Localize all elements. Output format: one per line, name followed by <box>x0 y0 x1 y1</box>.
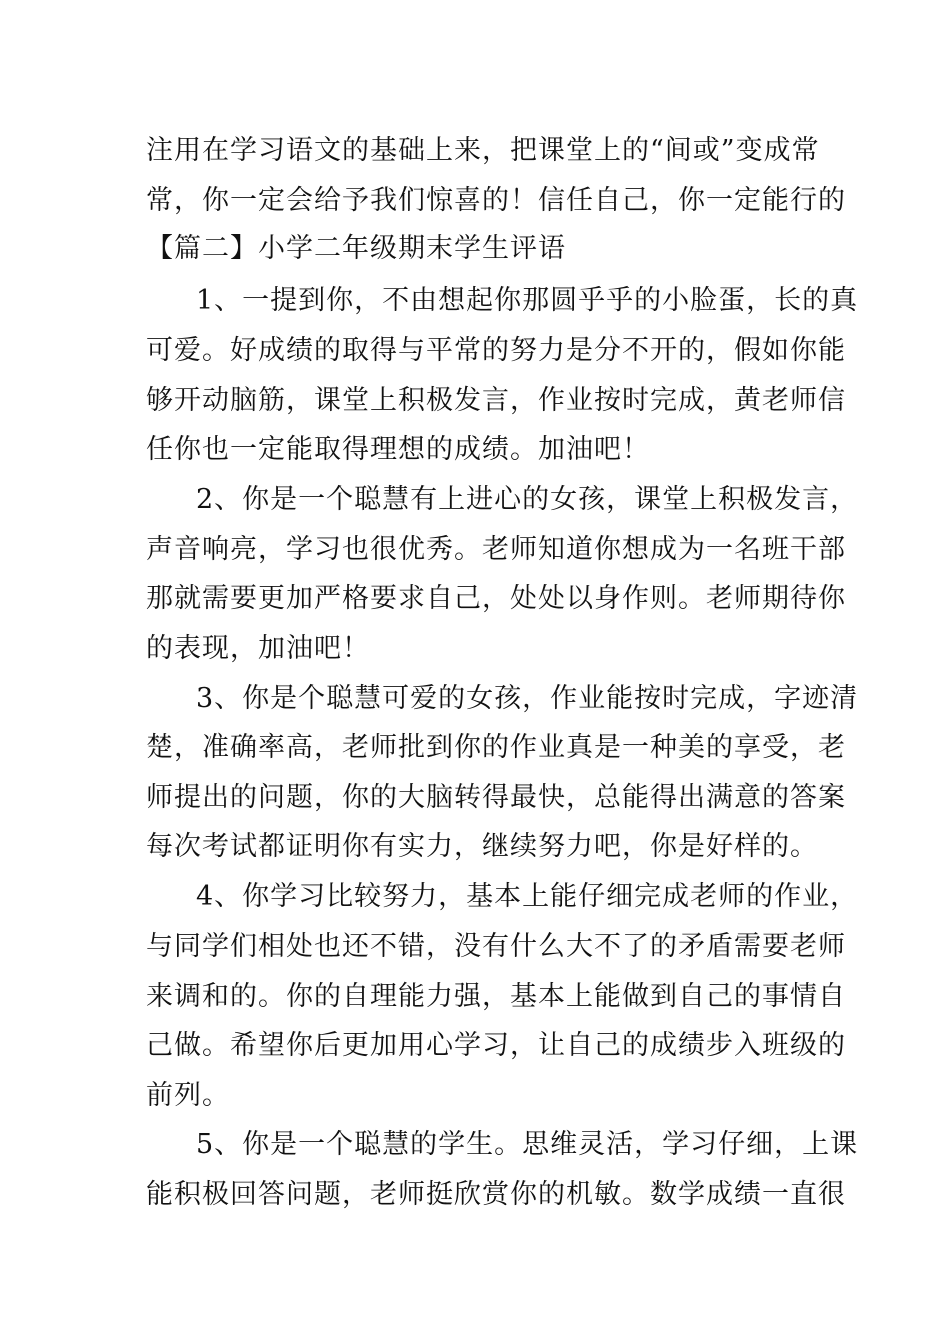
comment-2-line: 的表现，加油吧！ <box>146 633 370 664</box>
comment-4-line: 来调和的。你的自理能力强，基本上能做到自己的事情自 <box>146 981 846 1012</box>
comment-1-line: 任你也一定能取得理想的成绩。加油吧！ <box>146 434 650 465</box>
comment-3-line: 每次考试都证明你有实力，继续努力吧，你是好样的。 <box>146 831 818 862</box>
comment-4-line: 己做。希望你后更加用心学习，让自己的成绩步入班级的 <box>146 1030 846 1061</box>
section-title: 【篇二】小学二年级期末学生评语 <box>146 233 566 264</box>
comment-4-line: 前列。 <box>146 1080 230 1111</box>
comment-2-line: 2、你是一个聪慧有上进心的女孩，课堂上积极发言， <box>196 484 859 515</box>
comment-3-line: 楚，准确率高，老师批到你的作业真是一种美的享受，老 <box>146 732 846 763</box>
comment-5-line: 5、你是一个聪慧的学生。思维灵活，学习仔细，上课 <box>196 1129 859 1160</box>
comment-4-line: 4、你学习比较努力，基本上能仔细完成老师的作业， <box>196 881 859 912</box>
comment-3-line: 师提出的问题，你的大脑转得最快，总能得出满意的答案 <box>146 782 846 813</box>
paragraph-line: 常，你一定会给予我们惊喜的！信任自己，你一定能行的 <box>146 185 846 216</box>
comment-1-line: 够开动脑筋，课堂上积极发言，作业按时完成，黄老师信 <box>146 385 846 416</box>
comment-4-line: 与同学们相处也还不错，没有什么大不了的矛盾需要老师 <box>146 931 846 962</box>
paragraph-line: 注用在学习语文的基础上来，把课堂上的“间或”变成常 <box>146 135 820 166</box>
comment-5-line: 能积极回答问题，老师挺欣赏你的机敏。数学成绩一直很 <box>146 1179 846 1210</box>
comment-2-line: 那就需要更加严格要求自己，处处以身作则。老师期待你 <box>146 583 846 614</box>
comment-1-line: 1、一提到你，不由想起你那圆乎乎的小脸蛋，长的真 <box>196 285 859 316</box>
comment-3-line: 3、你是个聪慧可爱的女孩，作业能按时完成，字迹清 <box>196 683 859 714</box>
comment-1-line: 可爱。好成绩的取得与平常的努力是分不开的，假如你能 <box>146 335 846 366</box>
comment-2-line: 声音响亮，学习也很优秀。老师知道你想成为一名班干部 <box>146 534 846 565</box>
